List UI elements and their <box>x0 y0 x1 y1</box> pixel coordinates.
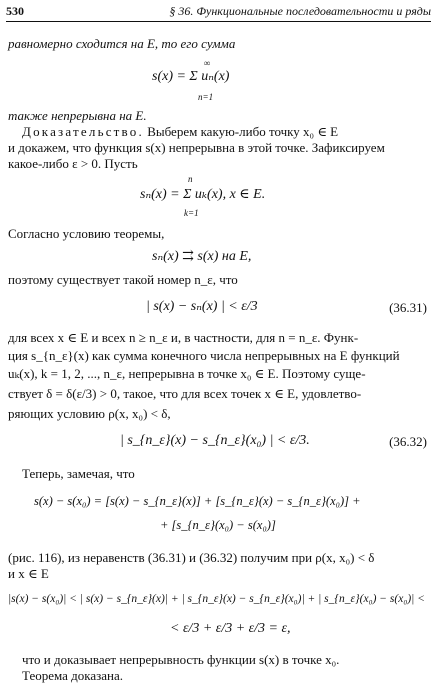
text-line-4: и докажем, что функция s(x) непрерывна в этой точке. Зафиксируем <box>8 140 385 155</box>
page-number: 530 <box>6 4 24 18</box>
formula-triangle-inequality-line-2: < ε/3 + ε/3 + ε/3 = ε, <box>170 621 291 636</box>
running-header <box>6 4 431 20</box>
proof-heading: Доказательство. <box>22 124 144 139</box>
formula-partial-sum-lower-limit: k=1 <box>184 208 199 218</box>
text-line-14: (рис. 116), из неравенств (36.31) и (36.32) получим при ρ(x, x₀) < δ <box>8 550 375 565</box>
text-line-17: Теорема доказана. <box>22 668 124 683</box>
text-line-10: uₖ(x), k = 1, 2, ..., n_ε, непрерывна в точке x₀ ∈ E. Поэтому суще- <box>8 366 366 381</box>
header-rule <box>6 21 431 22</box>
formula-inequality-1: | s(x) − sₙ(x) | < ε/3 <box>146 299 258 314</box>
formula-partial-sum-upper-limit: n <box>188 174 193 184</box>
text-line-2: также непрерывна на E. <box>8 108 147 123</box>
formula-decomposition-line-1: s(x) − s(x₀) = [s(x) − s_{n_ε}(x)] + [s_{n_ε}(x) − s_{n_ε}(x₀)] + <box>34 494 361 508</box>
text-line-12: ряющих условию ρ(x, x₀) < δ, <box>8 406 171 421</box>
formula-inequality-2: | s_{n_ε}(x) − s_{n_ε}(x₀) | < ε/3. <box>120 433 310 448</box>
formula-partial-sum: sₙ(x) = Σ uₖ(x), x ∈ E. <box>140 187 266 202</box>
text-line-11: ствует δ = δ(ε/3) > 0, такое, что для всех точек x ∈ E, удовлетво- <box>8 386 362 401</box>
text-line-15: и x ∈ E <box>8 566 49 581</box>
text-line-3 <box>22 124 429 140</box>
equation-number-36-31: (36.31) <box>389 300 427 315</box>
text-line-3-rest: Выберем какую-либо точку x₀ ∈ E <box>143 124 339 139</box>
text-line-9: ция s_{n_ε}(x) как сумма конечного числа непрерывных на E функций <box>8 348 400 363</box>
equation-number-36-32: (36.32) <box>389 434 427 449</box>
formula-uniform-convergence: sₙ(x) ⇉ s(x) на E, <box>152 249 252 264</box>
formula-triangle-inequality-line-1: |s(x) − s(x₀)| < | s(x) − s_{n_ε}(x)| + | s_{n_ε}(x) − s_{n_ε}(x₀)| + | s_{n_ε}(x₀) − s(x₀)| < <box>8 593 425 605</box>
text-line-16: что и доказывает непрерывность функции s(x) в точке x₀. <box>22 652 340 667</box>
text-line-5: какое-либо ε > 0. Пусть <box>8 156 138 171</box>
formula-decomposition-line-2: + [s_{n_ε}(x₀) − s(x₀)] <box>160 518 276 532</box>
formula-sum-s-upper-limit: ∞ <box>204 58 211 68</box>
text-line-8: для всех x ∈ E и всех n ≥ n_ε и, в частности, для n = n_ε. Функ- <box>8 330 359 345</box>
formula-sum-s: s(x) = Σ uₙ(x) <box>152 69 230 84</box>
formula-sum-s-lower-limit: n=1 <box>198 92 214 102</box>
text-line-13: Теперь, замечая, что <box>22 466 135 481</box>
text-line-7: поэтому существует такой номер n_ε, что <box>8 272 238 287</box>
running-title: § 36. Функциональные последовательности и ряды <box>169 4 431 18</box>
text-line-6: Согласно условию теоремы, <box>8 226 165 241</box>
text-line-1: равномерно сходится на E, то его сумма <box>8 36 236 51</box>
